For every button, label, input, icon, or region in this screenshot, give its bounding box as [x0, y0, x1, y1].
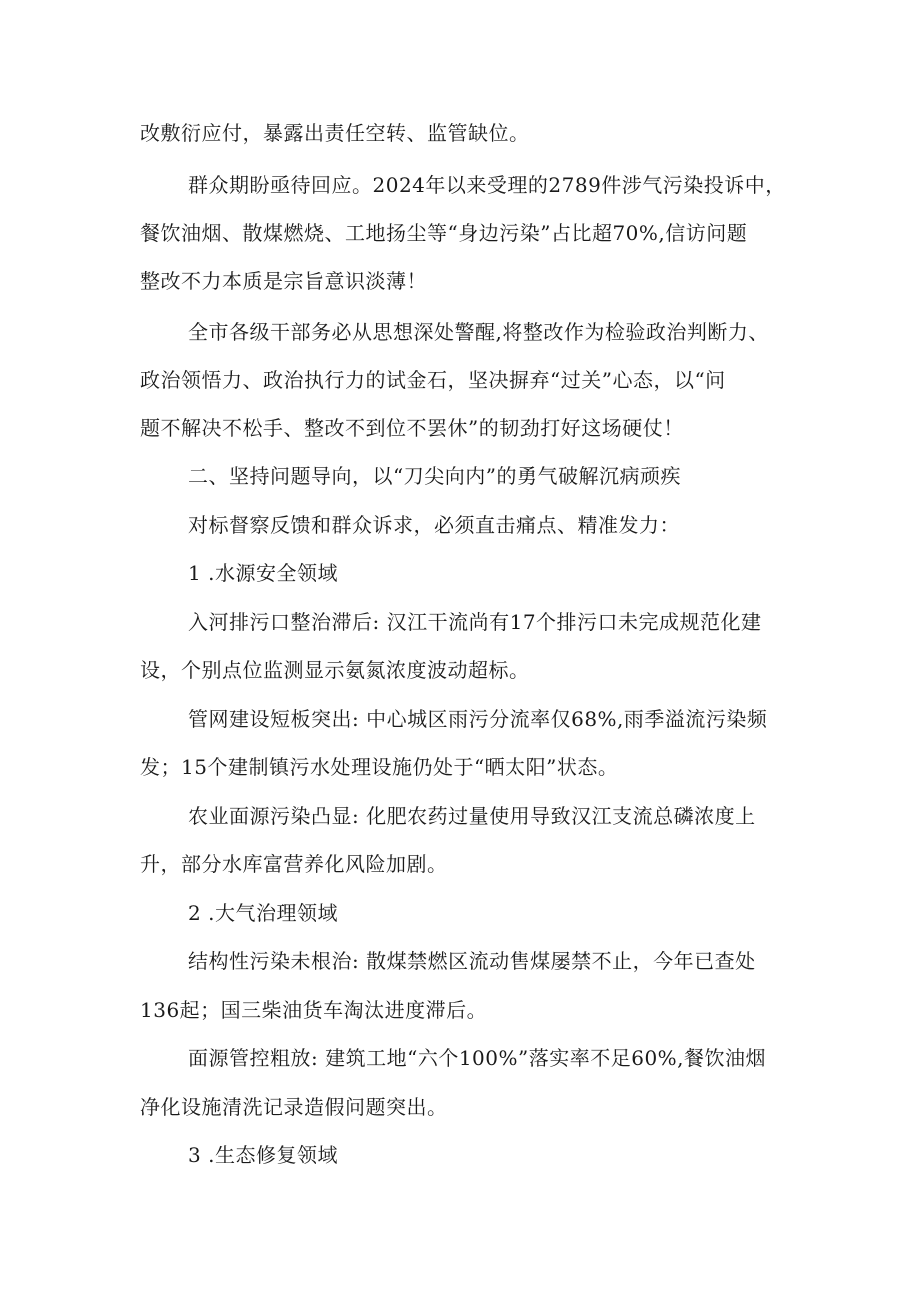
paragraph-line: 面源管控粗放: 建筑工地“六个100%”落实率不足60%,餐饮油烟 — [188, 1046, 767, 1070]
paragraph-line: 群众期盼亟待回应。2024年以来受理的2789件涉气污染投诉中， — [188, 173, 786, 197]
paragraph-line: 对标督察反馈和群众诉求，必须直击痛点、精准发力： — [188, 513, 680, 537]
section-heading: 二、坚持问题导向，以“刀尖向内”的勇气破解沉病顽疾 — [188, 464, 681, 488]
paragraph-line: 136起；国三柴油货车淘汰进度滞后。 — [140, 998, 488, 1022]
paragraph-line: 改敷衍应付，暴露出责任空转、监管缺位。 — [140, 121, 530, 145]
paragraph-line: 整改不力本质是宗旨意识淡薄！ — [140, 269, 427, 293]
paragraph-line: 农业面源污染凸显: 化肥农药过量使用导致汉江支流总磷浓度上 — [188, 804, 756, 828]
paragraph-line: 升，部分水库富营养化风险加剧。 — [140, 852, 448, 876]
paragraph-line: 政治领悟力、政治执行力的试金石，坚决摒弃“过关”心态，以“问 — [140, 368, 726, 392]
subsection-heading: 2 .大气治理领域 — [188, 901, 338, 925]
paragraph-line: 管网建设短板突出: 中心城区雨污分流率仅68%,雨季溢流污染频 — [188, 707, 768, 731]
paragraph-line: 发；15个建制镇污水处理设施仍处于“晒太阳”状态。 — [140, 755, 619, 779]
paragraph-line: 餐饮油烟、散煤燃烧、工地扬尘等“身边污染”占比超70%,信访问题 — [140, 221, 748, 245]
paragraph-line: 净化设施清洗记录造假问题突出。 — [140, 1095, 448, 1119]
paragraph-line: 设，个别点位监测显示氨氮浓度波动超标。 — [140, 658, 530, 682]
paragraph-line: 题不解决不松手、整改不到位不罢休”的韧劲打好这场硬仗！ — [140, 416, 684, 440]
paragraph-line: 全市各级干部务必从思想深处警醒,将整改作为检验政治判断力、 — [188, 320, 769, 344]
paragraph-line: 结构性污染未根治: 散煤禁燃区流动售煤屡禁不止，今年已查处 — [188, 949, 756, 973]
subsection-heading: 1 .水源安全领域 — [188, 561, 338, 585]
subsection-heading: 3 .生态修复领域 — [188, 1143, 338, 1167]
paragraph-line: 入河排污口整治滞后: 汉江干流尚有17个排污口未完成规范化建 — [188, 610, 762, 634]
